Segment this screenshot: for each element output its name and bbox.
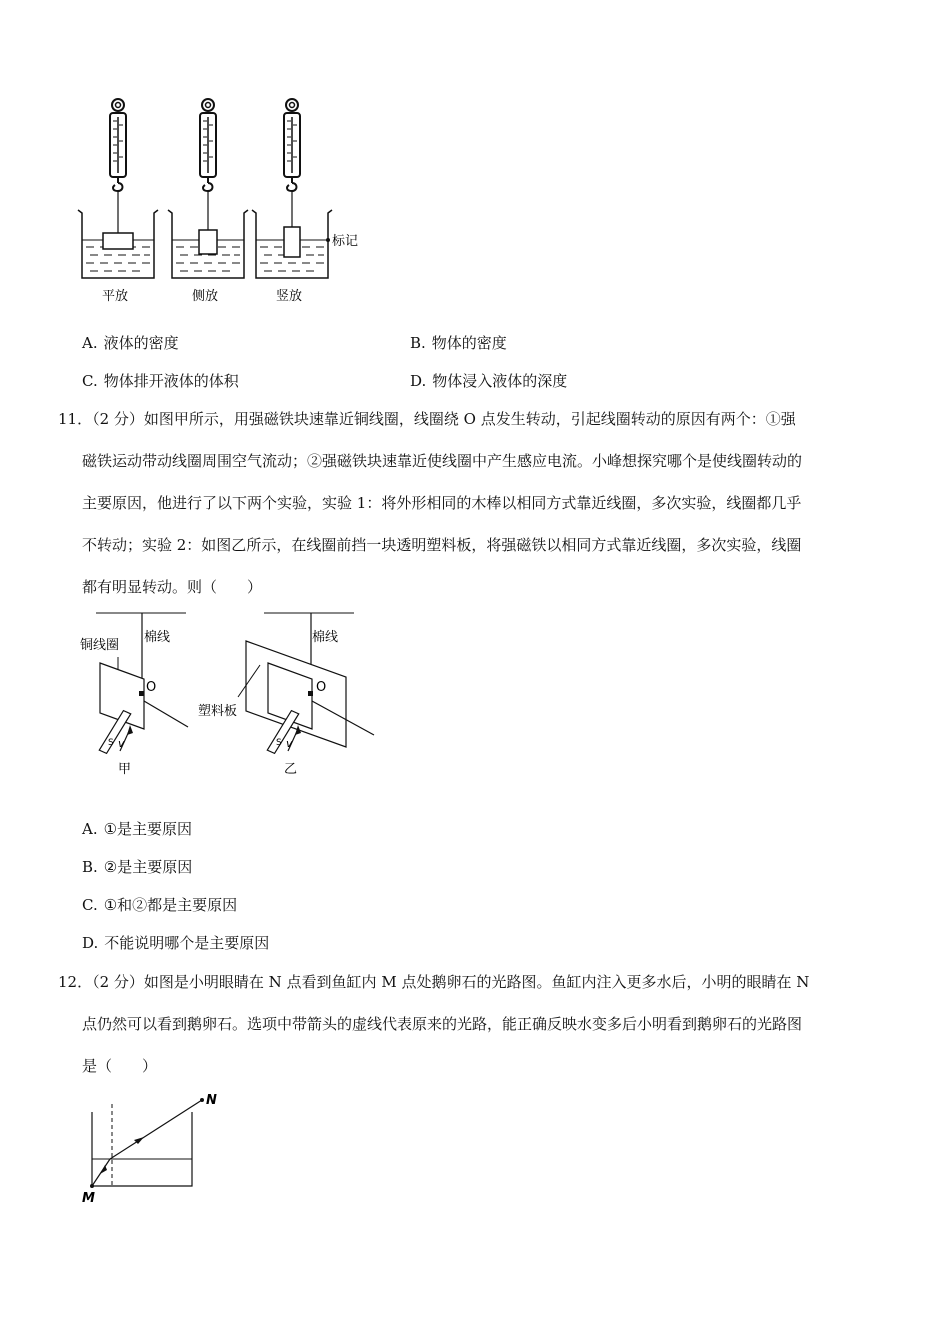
label-flat: 平放 — [102, 289, 129, 304]
q11-option-b[interactable]: B. ②是主要原因 — [82, 858, 193, 876]
q11-stem-line-4: 不转动；实验 2：如图乙所示，在线圈前挡一块透明塑料板，将强磁铁以相同方式靠近线圈，多次实验，线圈 — [82, 536, 802, 554]
figure-jia — [80, 613, 188, 777]
label-mark: 标记 — [332, 234, 359, 249]
q11-option-d[interactable]: D. 不能说明哪个是主要原因 — [82, 934, 270, 952]
label-m: M — [82, 1191, 95, 1206]
label-side: 侧放 — [192, 289, 219, 304]
label-thread-right: 棉线 — [312, 630, 339, 645]
label-v-left: v — [118, 737, 125, 750]
q10-option-b[interactable]: B. 物体的密度 — [410, 334, 507, 352]
q10-option-d[interactable]: D. 物体浸入液体的深度 — [410, 372, 568, 390]
label-thread-left: 棉线 — [144, 630, 171, 645]
label-s-left: S — [108, 738, 114, 748]
label-plastic-plate: 塑料板 — [198, 704, 238, 719]
q11-stem-line-5: 都有明显转动。则（ ） — [82, 578, 263, 596]
label-s-right: S — [276, 738, 282, 748]
label-o-left: O — [146, 680, 157, 695]
caption-yi: 乙 — [284, 762, 298, 777]
q12-stem-line-2: 点仍然可以看到鹅卵石。选项中带箭头的虚线代表原来的光路，能正确反映水变多后小明看到鹅卵石的光路图 — [82, 1015, 803, 1033]
q11-stem-line-3: 主要原因，他进行了以下两个实验，实验 1：将外形相同的木棒以相同方式靠近线圈，多次实验，线圈都几乎 — [82, 494, 802, 512]
scale-side — [168, 99, 248, 278]
q12-stem-line-3: 是（ ） — [82, 1057, 158, 1075]
q11-option-c[interactable]: C. ①和②都是主要原因 — [82, 896, 238, 914]
q10-option-c[interactable]: C. 物体排开液体的体积 — [82, 372, 239, 390]
label-o-right: O — [316, 680, 327, 695]
q12-stem-line-1: 12．（2 分）如图是小明眼睛在 N 点看到鱼缸内 M 点处鹅卵石的光路图。鱼缸内注入更多水后，小明的眼睛在 N — [58, 973, 810, 991]
q11-option-a[interactable]: A. ①是主要原因 — [82, 820, 193, 838]
q10-option-a[interactable]: A. 液体的密度 — [82, 334, 179, 352]
label-n: N — [206, 1093, 217, 1108]
q11-coil-figure — [78, 605, 388, 785]
q12-fish-tank-figure — [78, 1090, 238, 1210]
scale-upright — [252, 99, 332, 278]
label-copper-coil: 铜线圈 — [80, 638, 120, 653]
label-v-right: v — [286, 737, 293, 750]
scale-flat — [78, 99, 158, 278]
q11-stem-line-2: 磁铁运动带动线圈周围空气流动；②强磁铁块速靠近使线圈中产生感应电流。小峰想探究哪个是使线圈转动的 — [82, 452, 803, 470]
label-upright: 竖放 — [276, 289, 303, 304]
caption-jia: 甲 — [118, 762, 132, 777]
q11-stem-line-1: 11．（2 分）如图甲所示，用强磁铁块速靠近铜线圈，线圈绕 O 点发生转动，引起线圈转动的原因有两个：①强 — [58, 410, 796, 428]
q10-spring-scale-figure — [70, 95, 370, 310]
figure-yi — [198, 613, 374, 777]
